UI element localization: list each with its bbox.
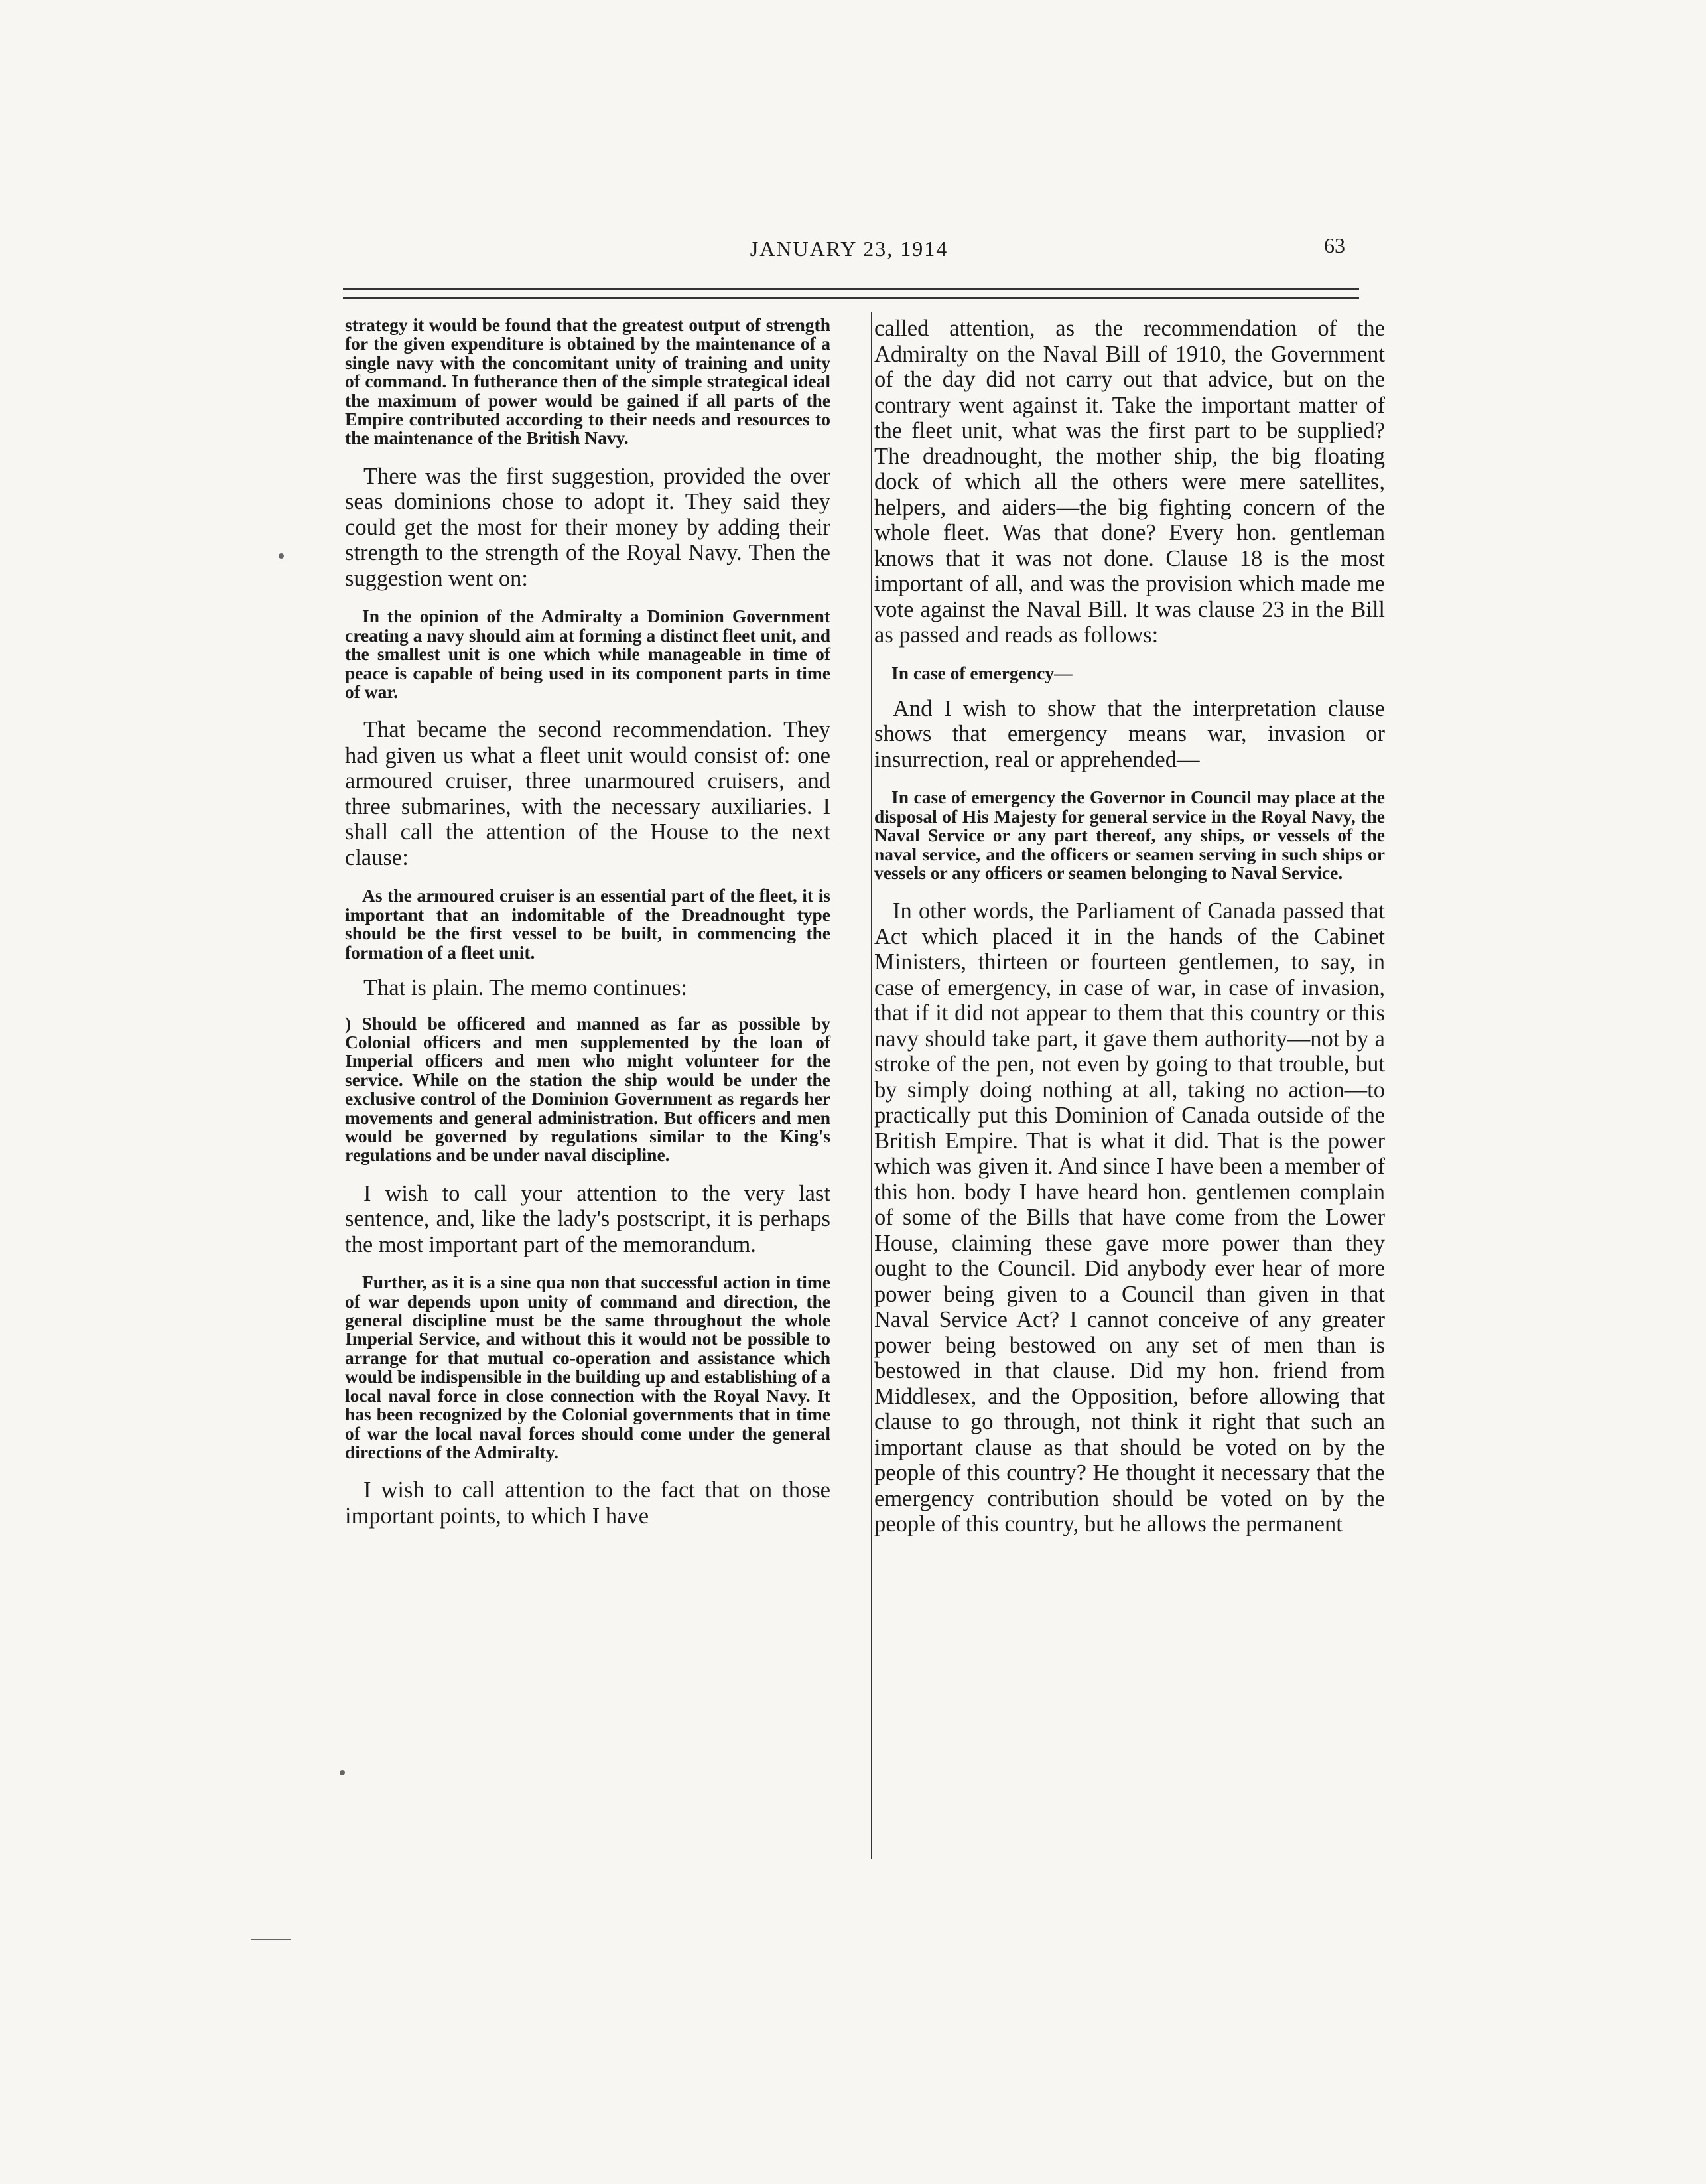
margin-mark [251, 1939, 291, 1940]
paragraph: I wish to call your attention to the very last sentence, and, like the lady's postscript, it is perhaps the most important part of the memorandum. [345, 1180, 830, 1257]
paragraph: And I wish to show that the interpretation clause shows that emergency means war, invasion or insurrection, real or apprehended— [874, 695, 1385, 772]
quote-block: As the armoured cruiser is an essential part of the fleet, it is important that an indomitable of the Dreadnought type should be the first vessel to be built, in commencing the formation of a fleet unit. [345, 885, 830, 963]
header-rule-bottom [343, 297, 1359, 299]
quote-block: Further, as it is a sine qua non that successful action in time of war depends upon unity of command and direction, the general discipline must be the same throughout the whole Imperial Service, and without this it would not be possible to arrange for that mutual co-operation and assistance which would be indispensible in the building up and establishing of a local naval force in close connection with the Royal Navy. It has been recognized by the Colonial governments that in time of war the local naval forces should come under the general directions of the Admiralty. [345, 1272, 830, 1462]
quote-block: In case of emergency— [891, 662, 1073, 683]
right-column [862, 316, 1385, 1881]
left-column [345, 316, 842, 1881]
margin-mark [340, 1770, 345, 1775]
paragraph: called attention, as the recommendation of the Admiralty on the Naval Bill of 1910, the Government of the day did not carry out that advice, but on the contrary went against it. Take the important matter of the fleet unit, what was the first part to be supplied? The dreadnought, the mother ship, the big floating dock of which all the others were mere satellites, helpers, and aiders—the big fighting concern of the whole fleet. Was that done? Every hon. gentleman knows that it was not done. Clause 18 is the most important of all, and was the provision which made me vote against the Naval Bill. It was clause 23 in the Bill as passed and reads as follows: [874, 316, 1385, 648]
quote-block: In case of emergency the Governor in Council may place at the disposal of His Majesty for general service in the Royal Navy, the Naval Service or any part thereof, any ships, or vessels of the naval service, and the officers or seamen serving in such ships or vessels or any officers or seamen belonging to Naval Service. [874, 787, 1385, 884]
page-number: 63 [1324, 234, 1345, 257]
header-date: JANUARY 23, 1914 [750, 237, 949, 261]
quote-block: ) Should be officered and manned as far as possible by Colonial officers and men supplemented by the loan of Imperial officers and men who might volunteer for the service. While on the station the ship would be under the exclusive control of the Dominion Government as regards her movements and general administration. But officers and men would be governed by regulations similar to the King's regulations and be under naval discipline. [345, 1012, 830, 1166]
paragraph: There was the first suggestion, provided the over seas dominions chose to adopt it. They said they could get the most for their money by adding their strength to the strength of the Royal Navy. Then the suggestion went on: [345, 463, 830, 591]
quote-block: In the opinion of the Admiralty a Dominion Government creating a navy should aim at forming a distinct fleet unit, and the smallest unit is one which while manageable in time of peace is capable of being used in its component parts in time of war. [345, 606, 830, 702]
paragraph: That became the second recommendation. They had given us what a fleet unit would consist of: one armoured cruiser, three unarmoured cruisers, and three submarines, with the necessary auxiliaries. I shall call the attention of the House to the next clause: [345, 717, 830, 870]
paragraph: That is plain. The memo continues: [363, 975, 688, 1000]
margin-mark [279, 553, 284, 559]
header-rule-top [343, 288, 1359, 290]
paragraph: I wish to call attention to the fact that on those important points, to which I have [345, 1477, 830, 1529]
paragraph: In other words, the Parliament of Canada passed that Act which placed it in the hands of the Cabinet Ministers, thirteen or fourteen gentlemen, to say, in case of emergency, in case of war, in case of invasion, that if it did not appear to them that this country or this navy should take part, it gave them authority—not by a stroke of the pen, not even by going to that trouble, but by simply doing nothing at all, taking no action—to practically put this Dominion of Canada outside of the British Empire. That is what it did. That is the power which was given it. And since I have been a member of this hon. body I have heard hon. gentlemen complain of some of the Bills that have come from the Lower House, claiming these gave more power than they ought to the Council. Did anybody ever hear of more power being given to a Council than given in that Naval Service Act? I cannot conceive of any greater power being bestowed on any set of men than is bestowed in that clause. Did my hon. friend from Middlesex, and the Opposition, before allowing that clause to go through, not think it right that such an important clause as that should be voted on by the people of this country? He thought it necessary that the emergency contribution should be voted on by the people of this country, but he allows the permanent [874, 898, 1385, 1537]
quote-block: strategy it would be found that the greatest output of strength for the given expenditure is obtained by the maintenance of a single navy with the concomitant unity of training and unity of command. In futherance then of the simple strategical ideal the maximum of power would be gained if all parts of the Empire contributed according to their needs and resources to the maintenance of the British Navy. [345, 316, 830, 448]
